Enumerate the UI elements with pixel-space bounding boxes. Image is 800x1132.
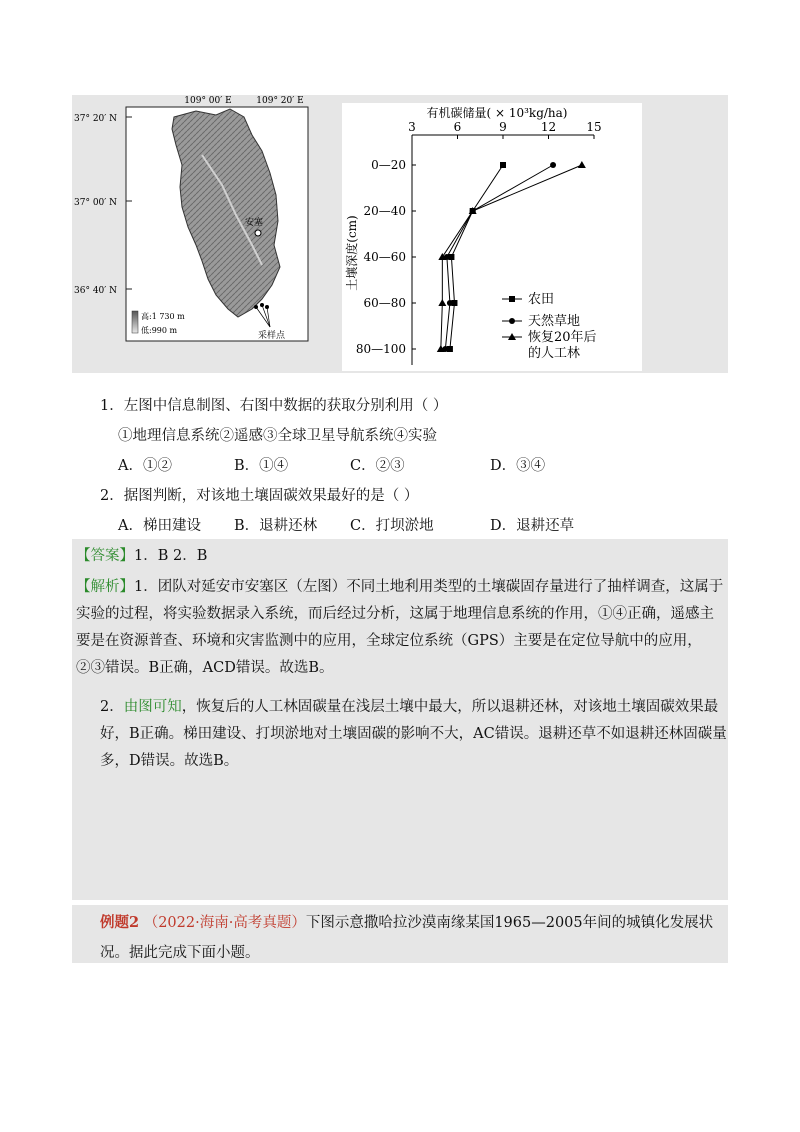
example2-source: （2022·海南·高考真题） <box>143 915 306 931</box>
data-point <box>578 161 586 168</box>
analysis-p2-num: 2． <box>100 699 124 715</box>
series-line <box>450 165 503 349</box>
carbon-chart-svg <box>342 103 642 371</box>
example2-title: 例题2 <box>100 914 140 931</box>
q2-option-a: A．梯田建设 <box>118 518 201 534</box>
lon-label: 109° 00′ E <box>184 96 232 106</box>
legend-high: 高:1 730 m <box>141 312 185 321</box>
q1-option-b: B．①④ <box>234 458 289 474</box>
y-tick-label: 60—80 <box>363 296 406 310</box>
q1-option-a: A．①② <box>118 458 172 474</box>
legend-label: 农田 <box>528 292 555 307</box>
example2-text <box>100 908 728 968</box>
legend-label: 的人工林 <box>528 346 581 361</box>
q2-option-b: B．退耕还林 <box>234 518 318 534</box>
carbon-chart <box>342 103 642 371</box>
analysis-p1-text: 1．团队对延安市安塞区（左图）不同土地利用类型的土壤碳固存量进行了抽样调查，这属于实验的过程，将实验数据录入系统，而后经过分析，这属于地理信息系统的作用，①④正确，遥感主要是在资源普查、环境和灾害监测中的应用，全球定位系统（GPS）主要是在定位导航中的应用，②③错误。B正确，ACD错误。故选B。 <box>76 579 724 676</box>
legend-marker <box>509 296 515 302</box>
x-tick-label: 9 <box>499 120 507 134</box>
x-tick-label: 6 <box>453 120 462 134</box>
x-tick-label: 3 <box>408 120 416 134</box>
q1-option-d: D．③④ <box>490 458 546 474</box>
lon-label: 109° 20′ E <box>256 96 304 106</box>
city-marker <box>255 230 261 236</box>
analysis-tag: 【解析】 <box>76 579 134 595</box>
y-tick-label: 20—40 <box>363 204 406 218</box>
x-tick-label: 15 <box>586 120 602 134</box>
y-tick-label: 40—60 <box>363 250 406 264</box>
legend-low: 低:990 m <box>141 326 178 335</box>
y-tick-label: 0—20 <box>371 158 406 172</box>
q2-stem: 2．据图判断，对该地土壤固碳效果最好的是（ ） <box>100 488 419 504</box>
legend-label: 天然草地 <box>528 314 581 329</box>
figure-area <box>72 95 728 373</box>
q2-option-c: C．打坝淤地 <box>350 518 434 534</box>
q1-sub: ①地理信息系统②遥感③全球卫星导航系统④实验 <box>118 428 437 444</box>
legend-label: 恢复20年后 <box>528 330 597 345</box>
q1-stem: 1．左图中信息制图、右图中数据的获取分别利用（ ） <box>100 398 448 414</box>
y-tick-label: 80—100 <box>355 342 406 356</box>
sample-label: 采样点 <box>258 331 286 341</box>
elevation-legend <box>132 311 138 333</box>
x-tick-label: 12 <box>540 120 557 134</box>
answer-text: 1．B 2．B <box>134 548 208 564</box>
q2-option-d: D．退耕还草 <box>490 518 575 534</box>
terrain-map <box>74 95 312 345</box>
data-point <box>550 162 556 168</box>
legend-marker <box>509 318 515 324</box>
chart-title: 有机碳储量( × 10³kg/ha) <box>426 106 568 120</box>
analysis-p2-tag: 由图可知 <box>123 699 182 715</box>
lat-label: 37° 00′ N <box>74 198 118 208</box>
lat-label: 36° 40′ N <box>74 286 118 296</box>
analysis-p2-text: ，恢复后的人工林固碳量在浅层土壤中最大，所以退耕还林，对该地土壤固碳效果最好，B正确。梯田建设、打坝淤地对土壤固碳的影响不大，AC错误。退耕还草不如退耕还林固碳量多，D错误。故选B。 <box>100 699 727 769</box>
city-label: 安塞 <box>245 218 264 228</box>
answer-tag: 【答案】 <box>76 548 134 564</box>
data-point <box>438 299 446 306</box>
analysis-p2 <box>100 694 728 775</box>
data-point <box>500 162 506 168</box>
lat-label: 37° 20′ N <box>74 114 118 124</box>
answer-line <box>76 544 207 565</box>
data-point <box>447 300 453 306</box>
analysis-p1 <box>76 574 728 682</box>
q1-option-c: C．②③ <box>350 458 405 474</box>
y-axis-label: 土壤深度(cm) <box>345 215 359 291</box>
example2-body: 下图示意撒哈拉沙漠南缘某国1965—2005年间的城镇化发展状况。据此完成下面小题。 <box>100 915 714 961</box>
